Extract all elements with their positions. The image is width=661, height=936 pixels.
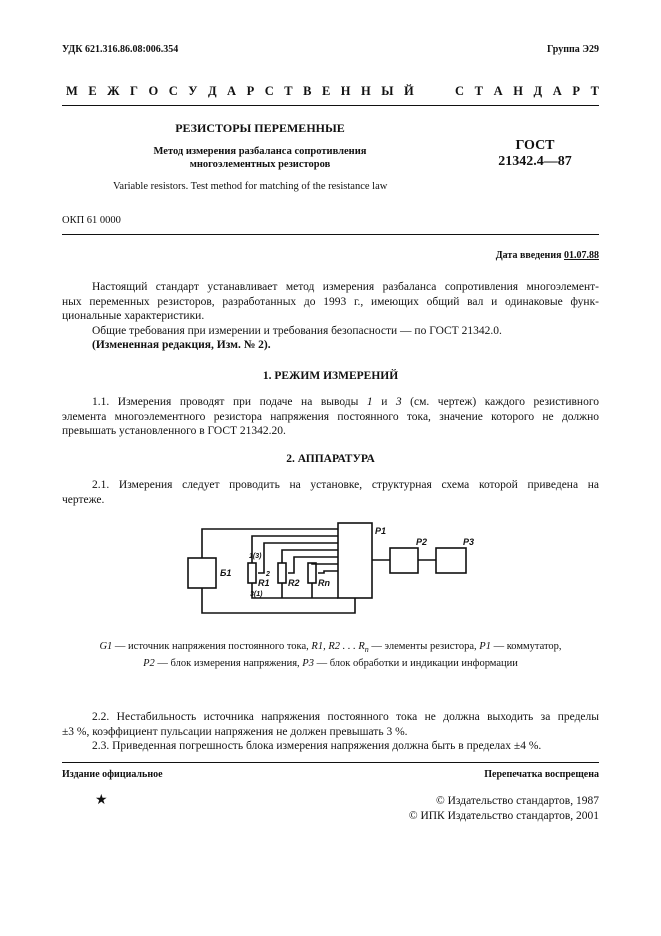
pin-ref: 1 xyxy=(366,396,373,408)
banner-letter: А xyxy=(227,84,237,98)
banner-letter: Г xyxy=(130,84,138,98)
banner-letter: Н xyxy=(513,84,523,98)
resistor-r1 xyxy=(248,563,256,583)
group-code: Группа Э29 xyxy=(547,44,599,55)
gost-designation xyxy=(480,138,590,170)
intro-date-label: Дата введения xyxy=(495,250,562,261)
okp-code: ОКП 61 0000 xyxy=(62,215,121,226)
banner-letter: Ж xyxy=(107,84,120,98)
subtitle-line: Метод измерения разбаланса сопротивления xyxy=(153,146,367,157)
text-run: (см. чертеж) каждого резистивного xyxy=(401,396,600,408)
document-title: РЕЗИСТОРЫ ПЕРЕМЕННЫЕ xyxy=(175,121,345,135)
label-pin-bottom: 3(1) xyxy=(250,591,263,598)
section-2-line: чертеже. xyxy=(62,493,105,506)
text-run: — блок обработки и индикации информации xyxy=(313,658,518,670)
banner-letter: С xyxy=(168,84,178,98)
title-rule xyxy=(62,234,599,235)
para-line: 2.2. Нестабильность источника напряжения постоянного тока не должна выходить за пределы xyxy=(92,711,599,723)
banner-letter: У xyxy=(188,84,198,98)
display-block xyxy=(436,548,466,573)
banner-letter: А xyxy=(552,84,562,98)
gost-number: 21342.4—87 xyxy=(498,154,572,169)
label-pin-mid: 2 xyxy=(266,571,270,578)
para-line: ±3 %, коэффициент пульсации напряжения не должен превышать 3 %. xyxy=(62,725,408,738)
source-block xyxy=(188,558,216,588)
caption-term: P2 xyxy=(143,658,155,670)
star-icon: ★ xyxy=(95,793,108,808)
banner-letter: Т xyxy=(474,84,483,98)
banner-letter: С xyxy=(264,84,274,98)
caption-term: R1, R2 . . . R xyxy=(311,641,365,652)
text-run: — элементы резистора, xyxy=(368,641,480,652)
section-1-line xyxy=(62,395,599,410)
intro-line: Настоящий стандарт устанавливает метод измерения разбаланса сопротивления многоэлемент- xyxy=(92,281,599,293)
section-1-text xyxy=(62,395,599,439)
banner-letter: Р xyxy=(246,84,255,98)
section-2-line: 2.1. Измерения следует проводить на установке, структурная схема которой приведена на xyxy=(92,479,599,491)
structural-diagram xyxy=(180,518,480,623)
banner-letter: Т xyxy=(284,84,293,98)
gost-label: ГОСТ xyxy=(515,138,555,153)
udk-code: УДК 621.316.86.08:006.354 xyxy=(62,44,179,55)
intro-line: циональные характеристики. xyxy=(62,310,205,322)
text-run: — коммутатор, xyxy=(490,641,562,652)
intro-date xyxy=(496,250,599,261)
banner-interstate xyxy=(66,84,414,99)
label-p2: P2 xyxy=(416,537,428,547)
intro-safety: Общие требования при измерении и требования безопасности — по ГОСТ 21342.0. xyxy=(92,324,502,337)
copyright-block xyxy=(409,794,599,824)
header-rule xyxy=(62,105,599,106)
banner-letter: С xyxy=(455,84,465,98)
banner-letter: Ы xyxy=(381,84,394,98)
reprint-notice: Перепечатка воспрещена xyxy=(484,769,599,780)
commutator-block xyxy=(338,523,372,598)
text-run: — блок измерения напряжения, xyxy=(154,658,303,670)
pin-ref: 3 xyxy=(395,396,402,408)
resistor-r2 xyxy=(278,563,286,583)
banner-letter: О xyxy=(148,84,159,98)
caption-line xyxy=(62,640,599,657)
subtitle-line: многоэлементных резисторов xyxy=(189,159,331,170)
text-run: 1.1. Измерения проводят при подаче на выводы xyxy=(92,396,367,408)
banner-letter: Н xyxy=(361,84,371,98)
banner-letter: Й xyxy=(404,84,414,98)
label-pin-top: 1(3) xyxy=(249,553,262,560)
resistor-rn xyxy=(308,563,316,583)
measure-block xyxy=(390,548,418,573)
english-title: Variable resistors. Test method for matching of the resistance law xyxy=(113,181,388,192)
caption-term: n xyxy=(364,645,369,655)
banner-letter: В xyxy=(303,84,312,98)
document-subtitle xyxy=(118,145,402,171)
text-run: и xyxy=(372,396,396,408)
caption-term: G1 xyxy=(99,641,113,652)
label-r1: R1 xyxy=(258,578,270,588)
intro-date-value: 01.07.88 xyxy=(564,250,599,261)
paragraph-2-2 xyxy=(62,710,599,754)
paragraph-2-3: 2.3. Приведенная погрешность блока измерения напряжения должна быть в пределах ±4 %. xyxy=(92,740,542,752)
section-1-line: превышать установленного в ГОСТ 21342.20. xyxy=(62,425,286,437)
intro-line: ных переменных резисторов, разработанных до 1993 г., имеющих общий вал и одинаковые функ- xyxy=(62,295,599,308)
text-run: — источник напряжения постоянного тока, xyxy=(112,641,312,652)
banner-letter: М xyxy=(66,84,78,98)
banner-letter: Т xyxy=(590,84,599,98)
caption-line xyxy=(62,657,599,671)
banner-letter: А xyxy=(493,84,503,98)
official-edition: Издание официальное xyxy=(62,769,163,780)
intro-paragraph xyxy=(62,280,599,353)
amendment-note: (Измененная редакция, Изм. № 2). xyxy=(92,339,271,351)
banner-letter: Н xyxy=(340,84,351,98)
copyright-line: © Издательство стандартов, 1987 xyxy=(435,795,599,807)
banner-standard xyxy=(455,84,599,99)
copyright-line: © ИПК Издательство стандартов, 2001 xyxy=(408,810,599,822)
label-p1: P1 xyxy=(375,526,387,536)
banner-letter: Р xyxy=(572,84,580,98)
label-r2: R2 xyxy=(288,578,300,588)
banner-letter: Е xyxy=(321,84,331,98)
label-p3: P3 xyxy=(463,537,475,547)
banner-letter: Д xyxy=(207,84,217,98)
banner-letter: Д xyxy=(533,84,543,98)
footer-rule xyxy=(62,762,599,763)
standard-banner xyxy=(66,84,599,99)
section-1-heading: 1. РЕЖИМ ИЗМЕРЕНИЙ xyxy=(262,370,399,382)
section-1-line: элемента многоэлементного резистора напряжения постоянного тока, значение которого не должно xyxy=(62,410,599,423)
caption-term: P1 xyxy=(479,641,491,652)
diagram-caption xyxy=(62,640,599,671)
label-g1: Б1 xyxy=(220,568,232,578)
label-rn: Rn xyxy=(318,578,330,588)
caption-term: P3 xyxy=(302,658,314,670)
banner-letter: Е xyxy=(88,84,97,98)
section-2-heading: 2. АППАРАТУРА xyxy=(286,453,375,465)
section-2-text xyxy=(62,478,599,507)
